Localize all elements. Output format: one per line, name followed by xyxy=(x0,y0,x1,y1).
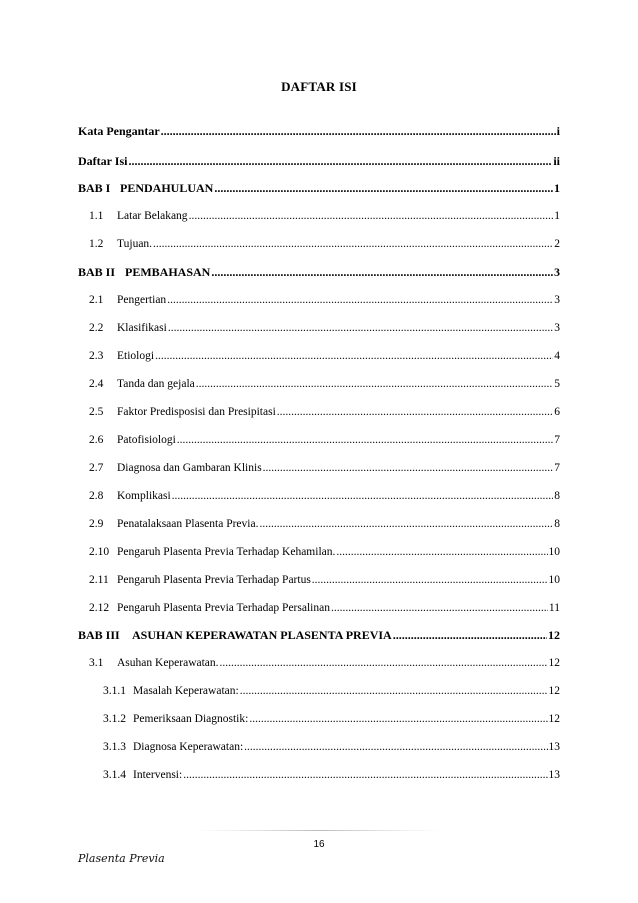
toc-entry xyxy=(89,656,560,670)
toc-entry-number: 3.1.4 xyxy=(103,769,126,781)
toc-entry-title: Komplikasi xyxy=(117,490,171,502)
toc-entry-page: 8 xyxy=(554,490,560,502)
toc-entry-title: PEMBAHASAN xyxy=(125,265,211,279)
toc-leader-dots xyxy=(214,181,553,195)
toc-entry-title: Diagnosa dan Gambaran Klinis xyxy=(117,462,262,474)
page-title: DAFTAR ISI xyxy=(281,79,357,94)
toc-entry-page: 5 xyxy=(554,378,560,390)
toc-entry xyxy=(89,489,560,503)
toc-entry-number: BAB I xyxy=(78,181,111,195)
toc-entry xyxy=(103,712,560,726)
toc-leader-dots xyxy=(336,545,547,559)
toc-entry-page: 12 xyxy=(548,628,560,642)
toc-leader-dots xyxy=(211,265,553,279)
toc-entry-number: 2.5 xyxy=(89,406,104,418)
toc-entry-number: 2.8 xyxy=(89,490,104,502)
toc-entry-title: Daftar Isi xyxy=(78,154,128,168)
toc-entry-title: Asuhan Keperawatan. xyxy=(117,657,219,669)
toc-entry-number: 3.1.1 xyxy=(103,685,126,697)
toc-entry-number: 1.2 xyxy=(89,238,104,250)
toc-leader-dots xyxy=(312,573,548,587)
toc-entry xyxy=(78,265,560,279)
toc-entry-number: 2.2 xyxy=(89,322,104,334)
toc-leader-dots xyxy=(331,601,548,615)
page-number: 16 xyxy=(313,839,325,850)
toc-entry-page: 6 xyxy=(554,406,560,418)
toc-entry-number: 2.11 xyxy=(89,574,109,586)
toc-entry-page: 3 xyxy=(554,322,560,334)
toc-entry-number: 2.12 xyxy=(89,602,110,614)
toc-entry-page: ii xyxy=(553,154,560,168)
toc-leader-dots xyxy=(155,349,553,363)
toc-entry-title: Klasifikasi xyxy=(117,322,167,334)
toc-entry-page: 1 xyxy=(554,210,560,222)
toc-leader-dots xyxy=(161,124,556,138)
toc-entry-title: ASUHAN KEPERAWATAN PLASENTA PREVIA xyxy=(132,628,392,642)
toc-leader-dots xyxy=(128,154,552,168)
toc-entry xyxy=(89,545,560,559)
toc-entry-page: 8 xyxy=(554,518,560,530)
toc-entry-number: BAB II xyxy=(78,265,116,279)
toc-entry xyxy=(78,181,560,195)
toc-entry-page: 13 xyxy=(548,741,560,753)
toc-leader-dots xyxy=(249,712,547,726)
toc-leader-dots xyxy=(393,628,547,642)
toc-entry-title: Pengaruh Plasenta Previa Terhadap Persalinan xyxy=(117,602,330,614)
toc-entry xyxy=(89,601,560,615)
toc-entry-title: Etiologi xyxy=(117,350,155,362)
toc-entry-number: 3.1.2 xyxy=(103,713,126,725)
toc-entry-number: 2.4 xyxy=(89,378,104,390)
footer-title: Plasenta Previa xyxy=(78,852,165,865)
toc-entry-number: 2.10 xyxy=(89,546,110,558)
toc-leader-dots xyxy=(196,377,554,391)
toc-entry-title: PENDAHULUAN xyxy=(120,181,214,195)
toc-entry xyxy=(89,517,560,531)
toc-entry-title: Tanda dan gejala xyxy=(117,378,195,390)
toc-entry xyxy=(103,740,560,754)
toc-entry-title: Patofisiologi xyxy=(117,434,176,446)
toc-leader-dots xyxy=(183,768,547,782)
toc-leader-dots xyxy=(168,321,553,335)
toc-entry-title: Tujuan. xyxy=(117,238,153,250)
toc-entry xyxy=(78,124,560,138)
toc-entry-page: 12 xyxy=(548,685,560,697)
toc-entry-page: 3 xyxy=(554,265,560,279)
toc-entry-number: 2.7 xyxy=(89,462,104,474)
toc-entry xyxy=(103,768,560,782)
toc-entry xyxy=(89,321,560,335)
toc-entry xyxy=(89,209,560,223)
toc-entry-page: 7 xyxy=(554,462,560,474)
toc-leader-dots xyxy=(153,237,553,251)
toc-entry-number: 2.9 xyxy=(89,518,104,530)
toc-entry-page: 12 xyxy=(548,713,560,725)
toc-entry-page: 10 xyxy=(548,546,560,558)
toc-entry xyxy=(103,684,560,698)
toc-entry-title: Intervensi: xyxy=(133,769,183,781)
toc-entry-page: i xyxy=(556,124,560,138)
toc-entry-page: 10 xyxy=(548,574,560,586)
toc-leader-dots xyxy=(259,517,553,531)
toc-entry-number: 1.1 xyxy=(89,210,104,222)
toc-leader-dots xyxy=(172,489,554,503)
toc-entry-title: Faktor Predisposisi dan Presipitasi xyxy=(117,406,276,418)
toc-leader-dots xyxy=(220,656,548,670)
toc-entry xyxy=(89,433,560,447)
toc-entry xyxy=(89,237,560,251)
toc-leader-dots xyxy=(263,461,554,475)
toc-entry-number: 3.1 xyxy=(89,657,104,669)
toc-entry-title: Masalah Keperawatan: xyxy=(133,685,239,697)
toc-entry xyxy=(89,405,560,419)
toc-entry-page: 3 xyxy=(554,294,560,306)
toc-entry-page: 2 xyxy=(554,238,560,250)
toc-entry-title: Pengertian xyxy=(117,294,167,306)
toc-entry xyxy=(78,628,560,642)
toc-entry-title: Diagnosa Keperawatan: xyxy=(133,741,244,753)
toc-leader-dots xyxy=(177,433,553,447)
toc-entry xyxy=(89,293,560,307)
toc-entry-page: 13 xyxy=(548,769,560,781)
toc-entry-number: 2.1 xyxy=(89,294,104,306)
toc-entry-number: 2.3 xyxy=(89,350,104,362)
toc-entry xyxy=(89,377,560,391)
toc-leader-dots xyxy=(277,405,553,419)
toc-entry xyxy=(78,154,560,168)
footer-divider xyxy=(74,830,564,831)
toc-leader-dots xyxy=(189,209,554,223)
toc-leader-dots xyxy=(240,684,548,698)
toc-leader-dots xyxy=(167,293,553,307)
toc-entry-page: 11 xyxy=(548,602,560,614)
toc-entry-page: 12 xyxy=(548,657,560,669)
toc-entry-title: Latar Belakang xyxy=(117,210,188,222)
toc-entry-title: Kata Pengantar xyxy=(78,124,160,138)
toc-entry xyxy=(89,349,560,363)
toc-entry-title: Pengaruh Plasenta Previa Terhadap Partus xyxy=(117,574,311,586)
toc-entry-page: 7 xyxy=(554,434,560,446)
toc-entry xyxy=(89,461,560,475)
toc-entry-title: Pemeriksaan Diagnostik: xyxy=(133,713,249,725)
toc-entry-number: 3.1.3 xyxy=(103,741,126,753)
toc-entry-number: 2.6 xyxy=(89,434,104,446)
toc-leader-dots xyxy=(244,740,547,754)
toc-entry-page: 1 xyxy=(554,181,560,195)
toc-entry-number: BAB III xyxy=(78,628,120,642)
toc-entry xyxy=(89,573,560,587)
toc-entry-page: 4 xyxy=(554,350,560,362)
toc-entry-title: Penatalaksaan Plasenta Previa. xyxy=(117,518,259,530)
toc-entry-title: Pengaruh Plasenta Previa Terhadap Kehamilan. xyxy=(117,546,336,558)
